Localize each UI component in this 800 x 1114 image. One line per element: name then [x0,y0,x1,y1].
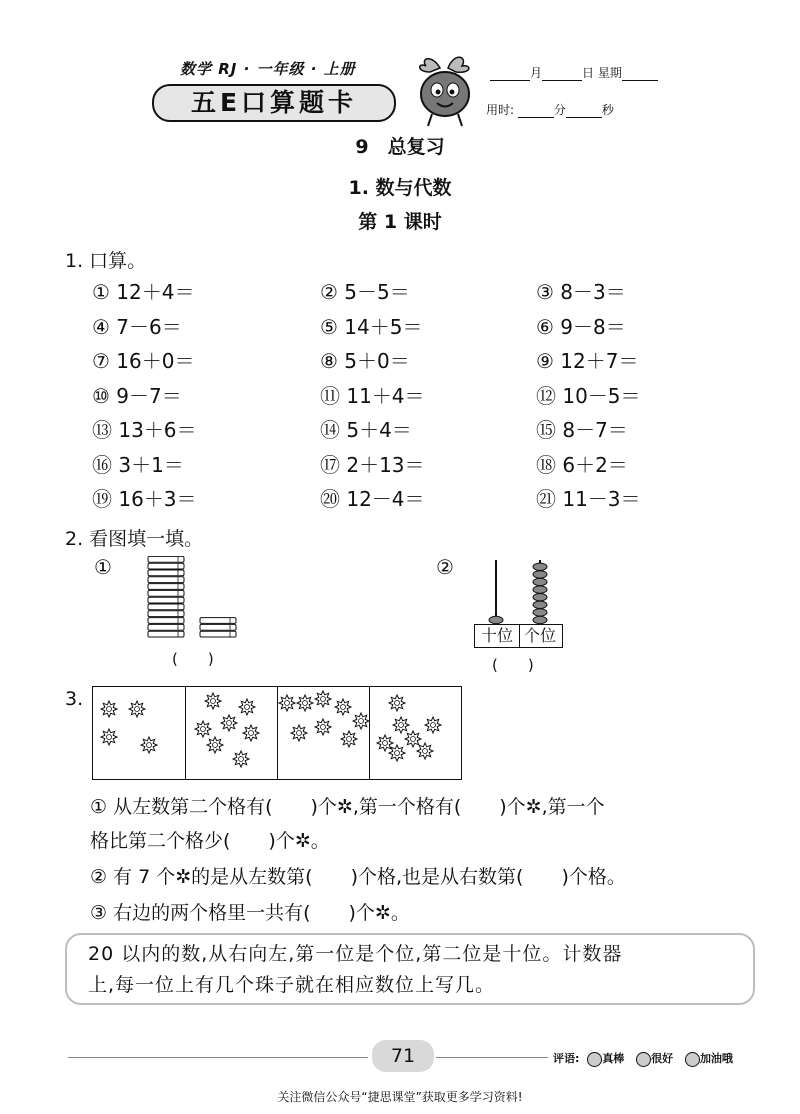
book [148,570,184,576]
star-icon [101,701,117,717]
date-line: 月 日 星期 [490,64,658,81]
star-icon [377,735,393,751]
star-icon [389,695,405,711]
q2-title: 2. 看图填一填。 [65,528,204,550]
time-used-line: 用时: 分 秒 [486,103,614,117]
star-icon [195,721,211,737]
smile-icon [636,1052,651,1067]
star-grid [92,686,462,780]
q3-line-4: ③ 右边的两个格里一共有( )个✲。 [90,902,410,924]
equation-item: ⑨ 12＋7＝ [536,349,639,373]
book [148,563,184,569]
abacus-bead [533,578,547,585]
equation-item: ② 5－5＝ [320,280,410,304]
q3-title: 3. [65,688,84,710]
abacus-bead [533,594,547,601]
q2-part2-answer-blank[interactable]: ( ) [492,656,534,674]
equation-item: ⑫ 10－5＝ [536,383,641,408]
equation-item: ⑰ 2＋13＝ [320,452,425,477]
book [148,631,184,637]
equation-item: ① 12＋4＝ [92,280,195,304]
tens-place-label: 十位 [474,624,520,648]
book [148,618,184,624]
star-icon [141,737,157,753]
star-icon [239,699,255,715]
book [148,597,184,603]
star-icon [341,731,357,747]
q2-part1-label: ① [94,555,112,579]
footer-rule-left [68,1057,368,1058]
star-icon [315,719,331,735]
star-icon [207,737,223,753]
book [200,631,236,637]
equation-item: ㉑ 11－3＝ [536,487,641,511]
book [148,584,184,590]
abacus-bead [533,563,547,570]
rating-bar: 评语: 真棒 很好 加油哦 [553,1052,733,1065]
book-series: 数学 RJ · 一年级 · 上册 [180,60,356,78]
book [148,590,184,596]
smile-big-icon [587,1052,602,1067]
equation-item: ⑩ 9－7＝ [92,383,182,408]
equation-item: ⑮ 8－7＝ [536,418,628,442]
star-icon [129,701,145,717]
footer-note: 关注微信公众号“捷思课堂”获取更多学习资料! [277,1090,523,1104]
equation-item: ⑪ 11＋4＝ [320,383,425,408]
equation-item: ⑥ 9－8＝ [536,314,626,339]
abacus-bead [533,601,547,608]
equation-item: ⑤ 14＋5＝ [320,314,423,339]
cheer-face-icon [685,1052,700,1067]
book-stacks-picture [140,556,250,642]
abacus-bead [533,586,547,593]
book [148,604,184,610]
equation-item: ⑱ 6＋2＝ [536,452,628,477]
book [200,618,236,624]
star-icon [233,751,249,767]
star-icon [315,691,331,707]
book [148,577,184,583]
book [200,624,236,630]
equation-item: ③ 8－3＝ [536,280,626,304]
star-icon [291,725,307,741]
abacus-bead [533,616,547,623]
ones-place-label: 个位 [518,624,563,648]
star-icon [393,717,409,733]
star-icon [425,717,441,733]
star-icon [389,745,405,761]
q3-line-1: ① 从左数第二个格有( )个✲,第一个格有( )个✲,第一个 [90,796,605,818]
equation-item: ⑲ 16＋3＝ [92,487,197,511]
radish-mascot-icon [410,50,480,130]
tip-line-1: 20 以内的数,从右向左,第一位是个位,第二位是十位。计数器 [88,943,623,965]
equation-item: ⑦ 16＋0＝ [92,349,195,373]
star-icon [101,729,117,745]
stars-layer [93,687,461,779]
section-title: 1. 数与代数 [348,177,452,199]
equation-item: ⑧ 5＋0＝ [320,349,410,373]
footer-rule-right [436,1057,548,1058]
equation-item: ⑯ 3＋1＝ [92,452,184,477]
chapter-title: 9 总复习 [355,136,445,158]
star-icon [221,715,237,731]
equation-item: ⑳ 12－4＝ [320,487,425,511]
q3-line-2: 格比第二个格少( )个✲。 [90,830,330,852]
star-icon [205,693,221,709]
lesson-title: 第 1 课时 [358,211,442,233]
abacus-bead [533,609,547,616]
abacus-bead [489,616,503,623]
book [148,556,184,562]
equation-item: ④ 7－6＝ [92,314,182,339]
abacus-bead [533,571,547,578]
equation-item: ⑬ 13＋6＝ [92,418,197,442]
star-icon [335,699,351,715]
book [148,611,184,617]
star-icon [279,695,295,711]
q1-title: 1. 口算。 [65,250,147,272]
star-icon [417,743,433,759]
star-icon [243,725,259,741]
star-icon [353,713,369,729]
tip-line-2: 上,每一位上有几个珠子就在相应数位上写几。 [88,974,496,996]
brand-title: 五E口算题卡 [152,84,396,122]
page-number: 71 [372,1040,434,1072]
q2-part1-answer-blank[interactable]: ( ) [172,650,214,668]
star-icon [297,695,313,711]
q3-line-3: ② 有 7 个✲的是从左数第( )个格,也是从右数第( )个格。 [90,866,626,888]
q2-part2-label: ② [436,555,454,579]
book [148,624,184,630]
equation-item: ⑭ 5＋4＝ [320,418,412,442]
